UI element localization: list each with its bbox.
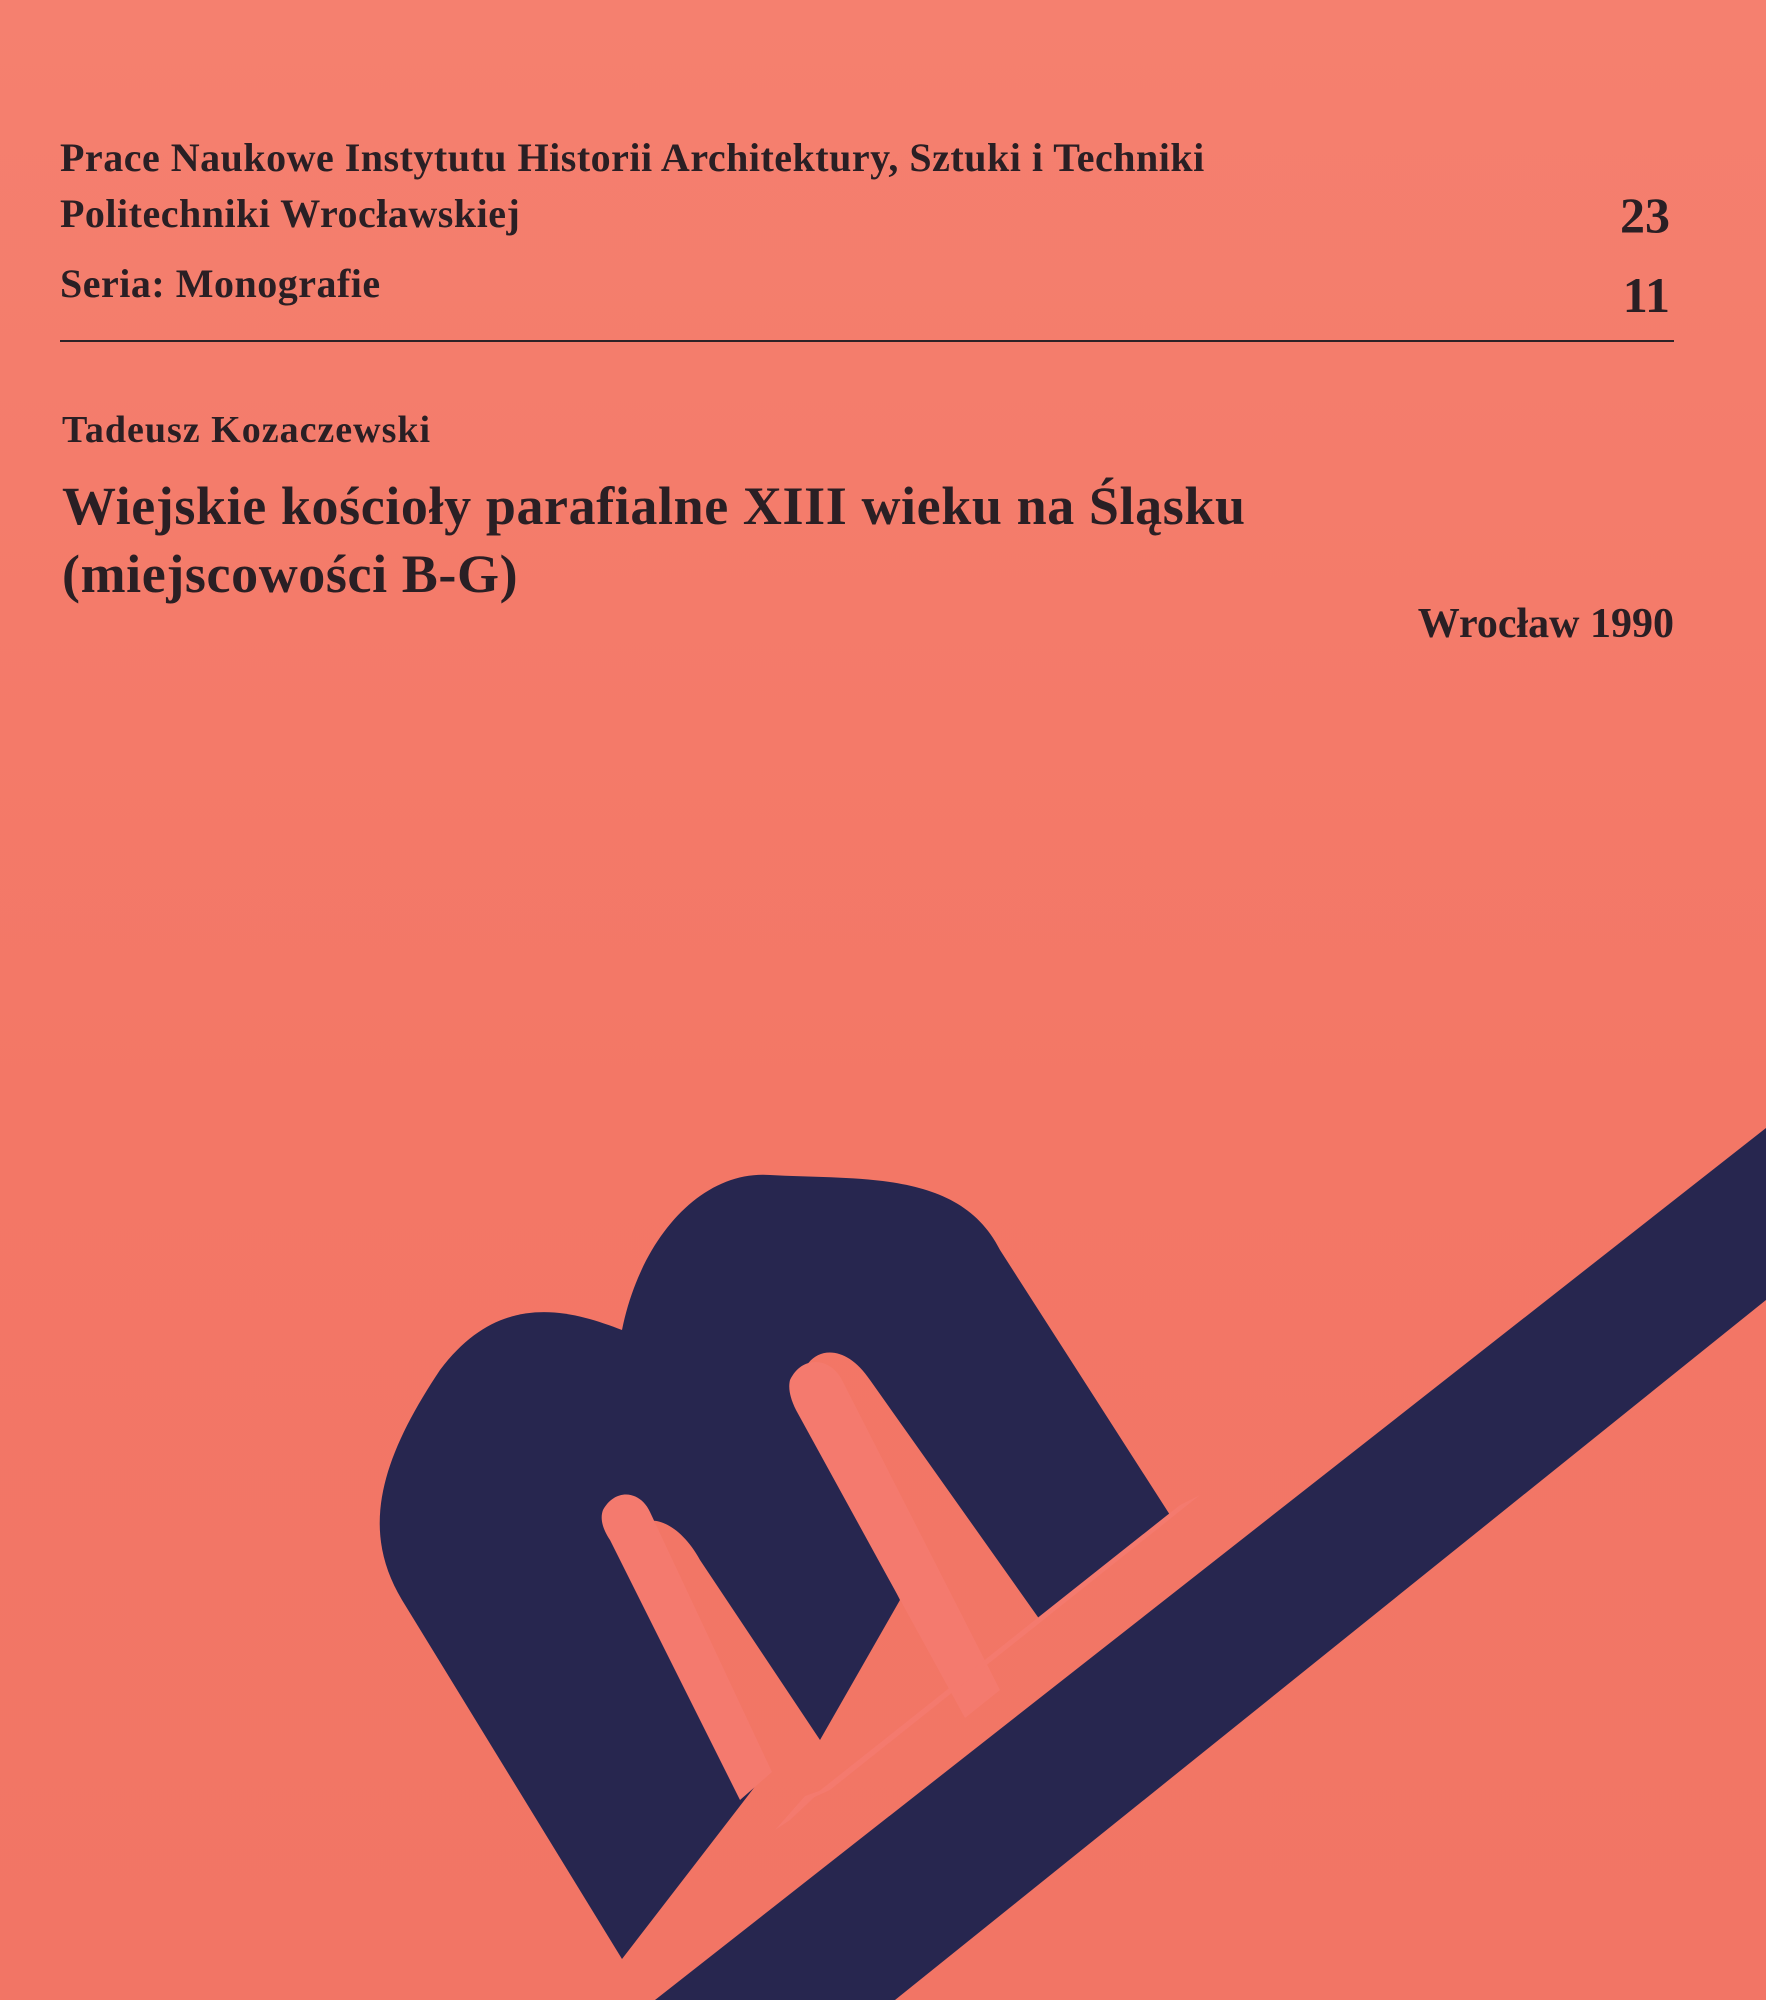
series-line-1: Prace Naukowe Instytutu Historii Architektury, Sztuki i Techniki xyxy=(60,135,1205,180)
issue-number: 11 xyxy=(1622,267,1670,323)
logo-left-arch xyxy=(380,1312,622,1959)
series-name: Seria: Monografie xyxy=(60,261,381,306)
logo-gap-lower xyxy=(775,1790,822,1830)
title-line-2: (miejscowości B-G) xyxy=(62,544,519,604)
volume-number: 23 xyxy=(1620,187,1670,243)
series-line-2: Politechniki Wrocławskiej xyxy=(60,191,521,236)
imprint: Wrocław 1990 xyxy=(1417,601,1674,647)
title-line-1: Wiejskie kościoły parafialne XIII wieku na Śląsku xyxy=(62,476,1246,536)
author-name: Tadeusz Kozaczewski xyxy=(62,409,432,451)
